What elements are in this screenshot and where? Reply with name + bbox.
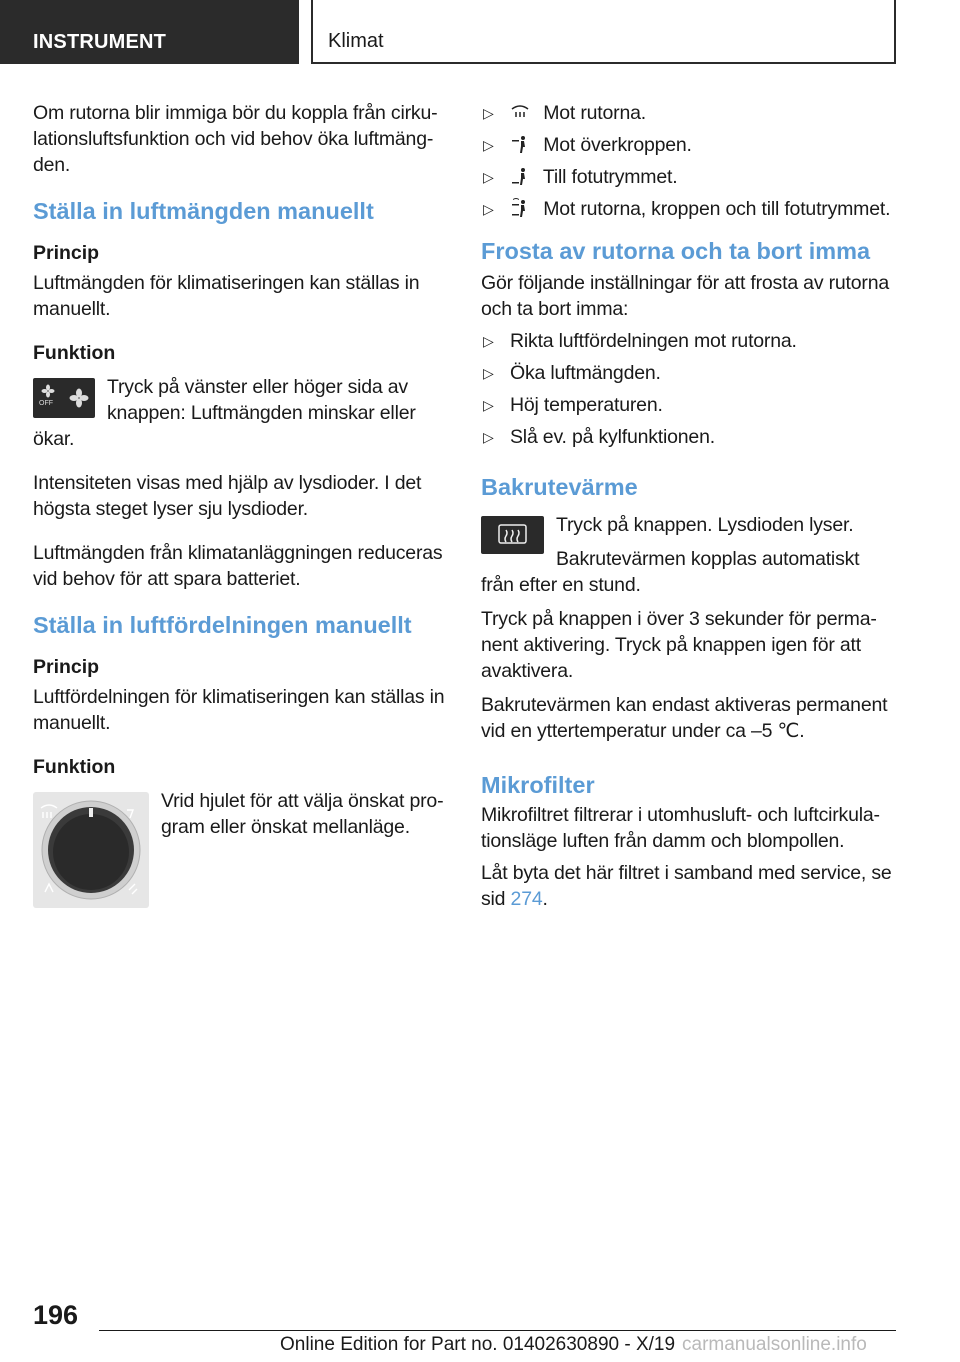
rear-window-heat-icon bbox=[481, 516, 544, 554]
distribution-list bbox=[481, 100, 896, 222]
rear-heat-block bbox=[481, 512, 896, 598]
dial-block bbox=[33, 788, 448, 912]
fan-small-icon bbox=[41, 384, 55, 398]
subheading-function-2: Funktion bbox=[33, 756, 116, 778]
heading-microfilter: Mikrofilter bbox=[481, 772, 595, 798]
off-label: OFF bbox=[39, 400, 53, 407]
led-paragraph: Intensiteten visas med hjälp av lysdioder. I det högsta steget lyser sju lysdioder. bbox=[33, 472, 422, 520]
rear-heat-permanent: Tryck på knappen i över 3 sekunder för permanent aktivering. Tryck på knappen igen för att avaktivera. bbox=[481, 608, 877, 682]
triangle-bullet-icon: ▷ bbox=[483, 397, 494, 413]
page-header bbox=[0, 0, 960, 66]
windshield-icon bbox=[510, 102, 530, 122]
triangle-bullet-icon: ▷ bbox=[483, 137, 494, 153]
upper-body-icon bbox=[510, 134, 530, 154]
principle-text-1: Luftmängden för klimatiseringen kan ställas in manuellt. bbox=[33, 272, 420, 320]
defrost-list bbox=[481, 328, 896, 450]
footwell-icon bbox=[510, 166, 530, 186]
edition-text: Online Edition for Part no. 01402630890 - X/19 bbox=[280, 1334, 676, 1355]
triangle-bullet-icon: ▷ bbox=[483, 201, 494, 217]
list-item-label: Till fotutrymmet. bbox=[542, 166, 678, 188]
defrost-intro: Gör följande inställningar för att frosta av rutorna och ta bort imma: bbox=[481, 272, 889, 320]
triangle-bullet-icon: ▷ bbox=[483, 169, 494, 185]
section-tab: INSTRUMENT bbox=[0, 0, 299, 64]
list-item-label: Mot överkroppen. bbox=[543, 134, 692, 156]
list-item-label: Öka luftmängden. bbox=[510, 362, 661, 384]
function-text-2: Vrid hjulet för att välja önskat program eller önskat mellanläge. bbox=[161, 790, 444, 838]
list-item bbox=[481, 360, 896, 386]
page-link[interactable]: 274 bbox=[510, 888, 543, 910]
watermark: carmanualsonline.info bbox=[682, 1334, 867, 1355]
rear-heat-temperature: Bakrutevärmen kan endast aktiveras permanent vid en yttertemperatur under ca –5 ℃. bbox=[481, 694, 888, 742]
list-item bbox=[481, 328, 896, 354]
page-number: 196 bbox=[33, 1300, 79, 1330]
distribution-dial-image bbox=[33, 792, 149, 908]
rear-heat-text-1: Tryck på knappen. Lysdioden lyser. bbox=[556, 514, 854, 536]
rear-heat-button-image bbox=[481, 516, 544, 554]
heading-rear-heating: Bakrutevärme bbox=[481, 474, 638, 500]
subheading-principle-2: Princip bbox=[33, 656, 100, 678]
list-item-label: Höj temperaturen. bbox=[510, 394, 663, 416]
fan-button-block bbox=[33, 374, 448, 452]
intro-paragraph: Om rutorna blir immiga bör du koppla från cirkulationsluftsfunktion och vid behov öka luftmängden. bbox=[33, 102, 438, 176]
list-item-label: Mot rutorna. bbox=[543, 102, 646, 124]
microfilter-service bbox=[481, 860, 896, 912]
service-text: Låt byta det här filtret i samband med service, se sid bbox=[481, 862, 892, 910]
fan-button-image bbox=[33, 378, 95, 418]
triangle-bullet-icon: ▷ bbox=[483, 105, 494, 121]
chapter-tab: Klimat bbox=[311, 0, 896, 64]
function-text-1: Tryck på vänster eller höger sida av knappen: Luftmängden minskar eller ökar. bbox=[33, 376, 416, 450]
footer-divider bbox=[99, 1330, 896, 1331]
all-directions-icon bbox=[510, 198, 530, 218]
distribution-dial-icon bbox=[33, 792, 149, 908]
right-column bbox=[481, 100, 896, 930]
list-item bbox=[481, 132, 896, 158]
list-item bbox=[481, 164, 896, 190]
triangle-bullet-icon: ▷ bbox=[483, 333, 494, 349]
list-item bbox=[481, 196, 896, 222]
list-item-label: Slå ev. på kylfunktionen. bbox=[510, 426, 715, 448]
battery-paragraph: Luftmängden från klimatanläggningen reduceras vid behov för att spara batteriet. bbox=[33, 542, 443, 590]
subheading-function-1: Funktion bbox=[33, 342, 116, 364]
fan-large-icon bbox=[69, 388, 89, 408]
rear-heat-text-2: Bakrutevärmen kopplas automatiskt från efter en stund. bbox=[481, 548, 860, 596]
list-item-label: Mot rutorna, kroppen och till fotutrymmet. bbox=[543, 198, 891, 220]
triangle-bullet-icon: ▷ bbox=[483, 429, 494, 445]
list-item bbox=[481, 424, 896, 450]
heading-defrost: Frosta av rutorna och ta bort imma bbox=[481, 238, 871, 264]
microfilter-text: Mikrofiltret filtrerar i utomhusluft- och luftcirkulationsläge luften från damm och blompollen. bbox=[481, 804, 881, 852]
list-item bbox=[481, 100, 896, 126]
left-column bbox=[33, 100, 448, 930]
triangle-bullet-icon: ▷ bbox=[483, 365, 494, 381]
list-item bbox=[481, 392, 896, 418]
list-item-label: Rikta luftfördelningen mot rutorna. bbox=[510, 330, 797, 352]
service-text-end: . bbox=[542, 888, 548, 910]
heading-air-distribution: Ställa in luftfördelningen manuellt bbox=[33, 612, 412, 638]
subheading-principle-1: Princip bbox=[33, 242, 100, 264]
heading-air-volume: Ställa in luftmängden manuellt bbox=[33, 198, 374, 224]
principle-text-2: Luftfördelningen för klimatiseringen kan ställas in manuellt. bbox=[33, 686, 445, 734]
